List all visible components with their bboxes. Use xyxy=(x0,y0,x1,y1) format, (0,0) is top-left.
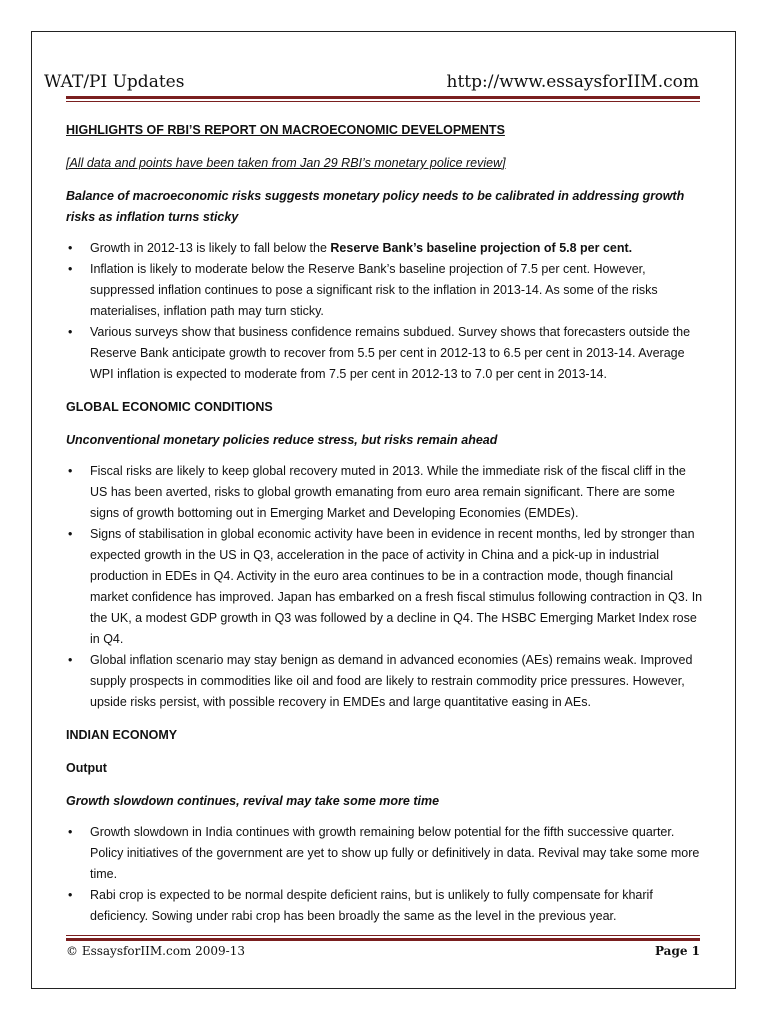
header-title: WAT/PI Updates xyxy=(44,72,185,92)
document-body xyxy=(66,120,704,927)
list-item xyxy=(66,461,704,524)
bullet-icon: • xyxy=(68,241,73,255)
list-item xyxy=(66,238,704,259)
footer-rule-thin xyxy=(66,935,700,936)
bullet-list-3 xyxy=(66,822,704,927)
bullet-list-2 xyxy=(66,461,704,713)
bullet-icon: • xyxy=(68,527,73,541)
page-number: Page 1 xyxy=(654,944,700,958)
list-item xyxy=(66,322,704,385)
bullet-icon: • xyxy=(68,888,73,902)
bullet-text: Global inflation scenario may stay benign as demand in advanced economies (AEs) remains weak. Improved supply prospects in commodities like oil and food are likely to restrain commodity price pressures. However, upside risks persist, with possible recovery in EMDEs and large quantitative easing in AEs. xyxy=(90,653,693,709)
bullet-icon: • xyxy=(68,325,73,339)
bullet-text: Rabi crop is expected to be normal despite deficient rains, but is unlikely to fully compensate for kharif deficiency. Sowing under rabi crop has been broadly the same as the level in the previous year. xyxy=(90,888,653,923)
lead-statement-3: Growth slowdown continues, revival may take some more time xyxy=(66,794,440,808)
header-rule xyxy=(66,96,700,99)
footer-rule xyxy=(66,938,700,941)
bullet-text: Growth in 2012-13 is likely to fall below the xyxy=(90,241,331,255)
list-item xyxy=(66,885,704,927)
list-item xyxy=(66,259,704,322)
bullet-text: Growth slowdown in India continues with growth remaining below potential for the fifth successive quarter. Policy initiatives of the government are yet to show up fully or definitively in data. Revival may take some more time. xyxy=(90,825,700,881)
page-footer xyxy=(66,944,700,958)
bullet-bold-text: Reserve Bank’s baseline projection of 5.8 per cent. xyxy=(330,241,633,255)
bullet-text: Fiscal risks are likely to keep global recovery muted in 2013. While the immediate risk of the fiscal cliff in the US has been averted, risks to global growth emanating from euro area remain significant. There are some signs of growth bottoming out in Emerging Market and Developing Economies (EMDEs). xyxy=(90,464,686,520)
list-item xyxy=(66,822,704,885)
bullet-text: Inflation is likely to moderate below the Reserve Bank’s baseline projection of 7.5 per cent. However, suppressed inflation continues to pose a significant risk to the inflation in 2013-14. As some of the risks materialises, inflation path may turn sticky. xyxy=(90,262,658,318)
footer-copyright: © EssaysforIIM.com 2009-13 xyxy=(66,944,245,958)
bullet-icon: • xyxy=(68,262,73,276)
section-heading-indian: INDIAN ECONOMY xyxy=(66,728,178,742)
header-url: http://www.essaysforIIM.com xyxy=(446,72,699,92)
header-rule-thin xyxy=(66,101,700,102)
bullet-text: Signs of stabilisation in global economic activity have been in evidence in recent months, led by stronger than expected growth in the US in Q3, acceleration in the pace of activity in China and a pick-up in industrial production in EDEs in Q4. Activity in the euro area continues to be in a contraction mode, though financial market confidence has improved. Japan has embarked on a fresh fiscal stimulus following contraction in Q3. In the UK, a modest GDP growth in Q3 was followed by a decline in Q4. The HSBC Emerging Market Index rose in Q4. xyxy=(90,527,703,646)
source-note: [All data and points have been taken from Jan 29 RBI’s monetary police review] xyxy=(66,156,506,170)
bullet-text: Various surveys show that business confidence remains subdued. Survey shows that forecasters outside the Reserve Bank anticipate growth to recover from 5.5 per cent in 2012-13 to 6.5 per cent in 2013-14. Average WPI inflation is expected to moderate from 7.5 per cent in 2012-13 to 7.0 per cent in 2013-14. xyxy=(90,325,691,381)
bullet-icon: • xyxy=(68,464,73,478)
subheading-output: Output xyxy=(66,761,107,775)
list-item xyxy=(66,650,704,713)
bullet-icon: • xyxy=(68,653,73,667)
page-header xyxy=(44,72,699,92)
section-heading-global: GLOBAL ECONOMIC CONDITIONS xyxy=(66,400,273,414)
lead-statement-2: Unconventional monetary policies reduce stress, but risks remain ahead xyxy=(66,433,498,447)
document-title: HIGHLIGHTS OF RBI’S REPORT ON MACROECONOMIC DEVELOPMENTS xyxy=(66,123,505,137)
bullet-icon: • xyxy=(68,825,73,839)
list-item xyxy=(66,524,704,650)
lead-statement-1: Balance of macroeconomic risks suggests monetary policy needs to be calibrated in addressing growth risks as inflation turns sticky xyxy=(66,189,685,224)
bullet-list-1 xyxy=(66,238,704,385)
